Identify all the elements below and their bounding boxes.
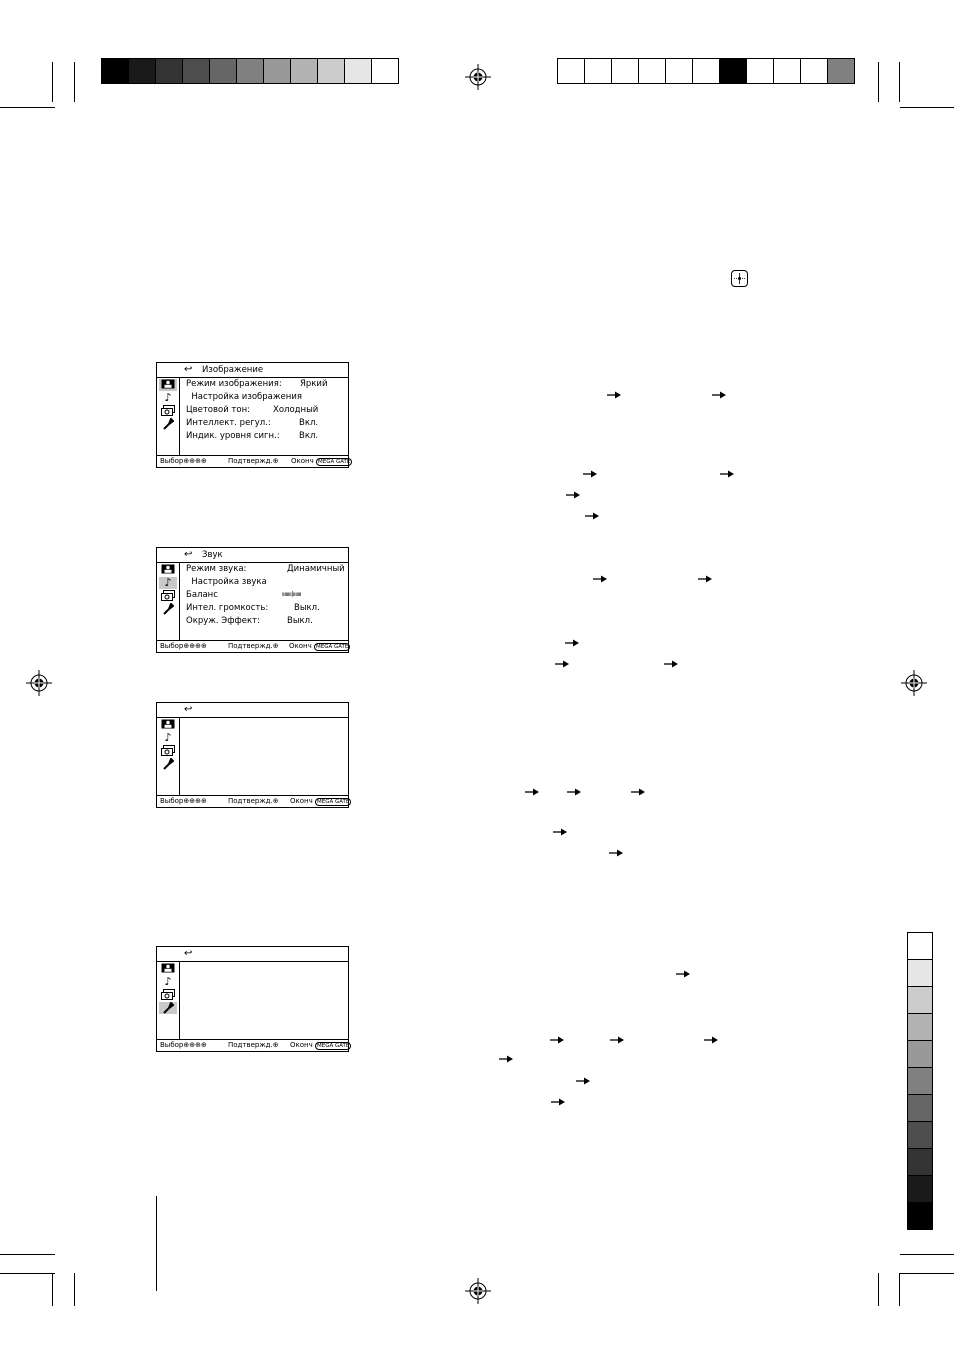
confirm-button-icon	[731, 270, 748, 287]
sound-icon[interactable]: ♪	[159, 577, 177, 589]
picture-icon[interactable]	[159, 379, 177, 391]
row-value: Динамичный	[287, 564, 345, 574]
color-swatch	[155, 58, 183, 84]
footer-select: Выбор⊕⊕⊕⊕	[160, 457, 207, 465]
sound-icon[interactable]: ♪	[164, 975, 172, 988]
row-label: Режим изображения:	[186, 379, 282, 389]
color-swatch	[907, 1094, 933, 1122]
footer-exit: Оконч MEGA GATE	[289, 642, 349, 650]
return-icon[interactable]: ↩	[184, 549, 193, 560]
menu-row-surround-effect[interactable]	[186, 616, 344, 628]
menu-footer	[157, 640, 348, 652]
menu-footer	[157, 1039, 348, 1051]
color-swatch	[746, 58, 774, 84]
footer-exit: Оконч MEGA GATE	[291, 457, 351, 465]
menu-row-picture-adjust[interactable]	[186, 392, 344, 404]
features-icon[interactable]	[159, 745, 177, 757]
menu-header	[157, 947, 348, 962]
picture-icon[interactable]	[159, 963, 177, 975]
color-swatch	[371, 58, 399, 84]
mega-gate-badge: MEGA GATE	[315, 644, 349, 650]
crop-mark	[52, 62, 53, 102]
registration-mark-icon	[26, 670, 52, 696]
footer-confirm: Подтвержд.⊕	[228, 1041, 279, 1049]
color-swatch	[907, 932, 933, 960]
color-swatch	[719, 58, 747, 84]
color-swatch	[907, 1175, 933, 1203]
menu-header	[157, 548, 348, 563]
row-value: Выкл.	[294, 603, 320, 613]
menu-row-sound-mode[interactable]	[186, 564, 344, 576]
row-label: Окруж. Эффект:	[186, 616, 260, 626]
right-arrow-icon	[631, 787, 645, 797]
menu-row-intelligent-volume[interactable]	[186, 603, 344, 615]
crop-mark	[899, 1273, 900, 1306]
color-swatch	[101, 58, 129, 84]
crop-mark	[74, 62, 75, 102]
right-arrow-icon	[609, 848, 623, 858]
row-value: Вкл.	[299, 418, 319, 428]
row-label: Интеллект. регул.:	[186, 418, 271, 428]
row-label: Настройка звука	[186, 577, 267, 587]
menu-row-picture-mode[interactable]	[186, 379, 344, 391]
right-arrow-icon	[720, 469, 734, 479]
crop-mark	[878, 62, 879, 102]
right-arrow-icon	[583, 469, 597, 479]
crop-mark	[900, 1254, 954, 1255]
sound-icon[interactable]: ♪	[164, 731, 172, 744]
return-icon[interactable]: ↩	[184, 948, 193, 959]
right-arrow-icon	[698, 574, 712, 584]
features-icon[interactable]	[159, 989, 177, 1001]
crop-mark	[74, 1273, 75, 1306]
row-label: Цветовой тон:	[186, 405, 250, 415]
crop-mark	[900, 107, 954, 108]
color-swatch	[182, 58, 210, 84]
menu-sidebar	[157, 718, 180, 795]
menu-row-sound-adjust[interactable]	[186, 577, 344, 589]
menu-title: Изображение	[202, 365, 264, 375]
footer-select: Выбор⊕⊕⊕⊕	[160, 1041, 207, 1049]
right-arrow-icon	[565, 638, 579, 648]
row-value: Холодный	[273, 405, 319, 415]
footer-confirm: Подтвержд.⊕	[228, 797, 279, 805]
crop-mark	[900, 1273, 954, 1274]
row-value: Выкл.	[287, 616, 313, 626]
menu-row-color-tone[interactable]	[186, 405, 344, 417]
footer-exit: Оконч MEGA GATE	[290, 1041, 350, 1049]
menu-header	[157, 363, 348, 378]
footer-select: Выбор⊕⊕⊕⊕	[160, 642, 207, 650]
color-swatch	[907, 1202, 933, 1230]
wrench-icon[interactable]	[159, 758, 177, 770]
features-menu	[156, 702, 349, 808]
menu-footer	[157, 795, 348, 807]
color-swatch	[773, 58, 801, 84]
features-icon[interactable]	[159, 590, 177, 602]
row-label: Режим звука:	[186, 564, 247, 574]
sound-icon[interactable]: ♪	[164, 391, 172, 404]
balance-slider[interactable]: ıııııııı|ııııııı	[282, 591, 302, 598]
color-swatch	[263, 58, 291, 84]
return-icon[interactable]: ↩	[184, 364, 193, 375]
wrench-icon[interactable]	[159, 1002, 177, 1014]
picture-icon[interactable]	[159, 564, 177, 576]
color-swatch	[827, 58, 855, 84]
right-arrow-icon	[712, 390, 726, 400]
crop-mark	[52, 1273, 53, 1306]
color-swatch	[665, 58, 693, 84]
return-icon[interactable]: ↩	[184, 704, 193, 715]
color-swatch	[907, 1067, 933, 1095]
color-swatch	[692, 58, 720, 84]
menu-title: Звук	[202, 550, 223, 560]
right-arrow-icon	[676, 969, 690, 979]
mega-gate-badge: MEGA GATE	[316, 799, 350, 805]
wrench-icon[interactable]	[159, 603, 177, 615]
sound-menu	[156, 547, 349, 653]
color-swatch	[290, 58, 318, 84]
footer-confirm: Подтвержд.⊕	[228, 642, 279, 650]
registration-mark-icon	[465, 64, 491, 90]
mega-gate-badge: MEGA GATE	[317, 459, 351, 465]
color-swatch	[611, 58, 639, 84]
picture-icon[interactable]	[159, 719, 177, 731]
right-arrow-icon	[610, 1035, 624, 1045]
menu-sidebar	[157, 962, 180, 1039]
setup-menu	[156, 946, 349, 1052]
color-swatch	[907, 1121, 933, 1149]
color-swatch	[317, 58, 345, 84]
page-margin-line	[156, 1196, 157, 1291]
right-arrow-icon	[593, 574, 607, 584]
right-arrow-icon	[704, 1035, 718, 1045]
menu-row-balance[interactable]	[186, 590, 344, 602]
right-arrow-icon	[576, 1076, 590, 1086]
registration-mark-icon	[901, 670, 927, 696]
crop-mark	[0, 107, 55, 108]
menu-sidebar	[157, 378, 180, 455]
right-arrow-icon	[525, 787, 539, 797]
color-swatch	[907, 1013, 933, 1041]
crop-mark	[0, 1254, 55, 1255]
crop-mark	[0, 1273, 55, 1274]
right-arrow-icon	[499, 1054, 513, 1064]
footer-select: Выбор⊕⊕⊕⊕	[160, 797, 207, 805]
color-swatch	[638, 58, 666, 84]
color-swatch	[209, 58, 237, 84]
picture-menu	[156, 362, 349, 468]
color-swatch	[236, 58, 264, 84]
right-arrow-icon	[585, 511, 599, 521]
menu-row-intelligent-adjust[interactable]	[186, 418, 344, 430]
features-icon[interactable]	[159, 405, 177, 417]
color-swatch	[907, 986, 933, 1014]
crop-mark	[878, 1273, 879, 1306]
row-label: Настройка изображения	[186, 392, 302, 402]
right-arrow-icon	[551, 1097, 565, 1107]
color-swatch	[907, 1148, 933, 1176]
right-arrow-icon	[553, 827, 567, 837]
color-swatch	[907, 1040, 933, 1068]
footer-confirm: Подтвержд.⊕	[228, 457, 279, 465]
row-label: Баланс	[186, 590, 218, 600]
wrench-icon[interactable]	[159, 418, 177, 430]
registration-mark-icon	[465, 1278, 491, 1304]
color-swatch	[344, 58, 372, 84]
row-label: Интел. громкость:	[186, 603, 269, 613]
row-value: Яркий	[300, 379, 328, 389]
color-swatch	[800, 58, 828, 84]
menu-header	[157, 703, 348, 718]
right-arrow-icon	[664, 659, 678, 669]
mega-gate-badge: MEGA GATE	[316, 1043, 350, 1049]
right-arrow-icon	[607, 390, 621, 400]
right-arrow-icon	[555, 659, 569, 669]
color-swatch	[584, 58, 612, 84]
right-arrow-icon	[567, 787, 581, 797]
row-value: Вкл.	[299, 431, 319, 441]
row-label: Индик. уровня сигн.:	[186, 431, 280, 441]
color-swatch	[128, 58, 156, 84]
menu-sidebar	[157, 563, 180, 640]
color-swatch	[557, 58, 585, 84]
menu-footer	[157, 455, 351, 467]
menu-row-signal-level[interactable]	[186, 431, 344, 443]
color-swatch	[907, 959, 933, 987]
right-arrow-icon	[550, 1035, 564, 1045]
right-arrow-icon	[566, 490, 580, 500]
footer-exit: Оконч MEGA GATE	[290, 797, 350, 805]
crop-mark	[899, 62, 900, 102]
